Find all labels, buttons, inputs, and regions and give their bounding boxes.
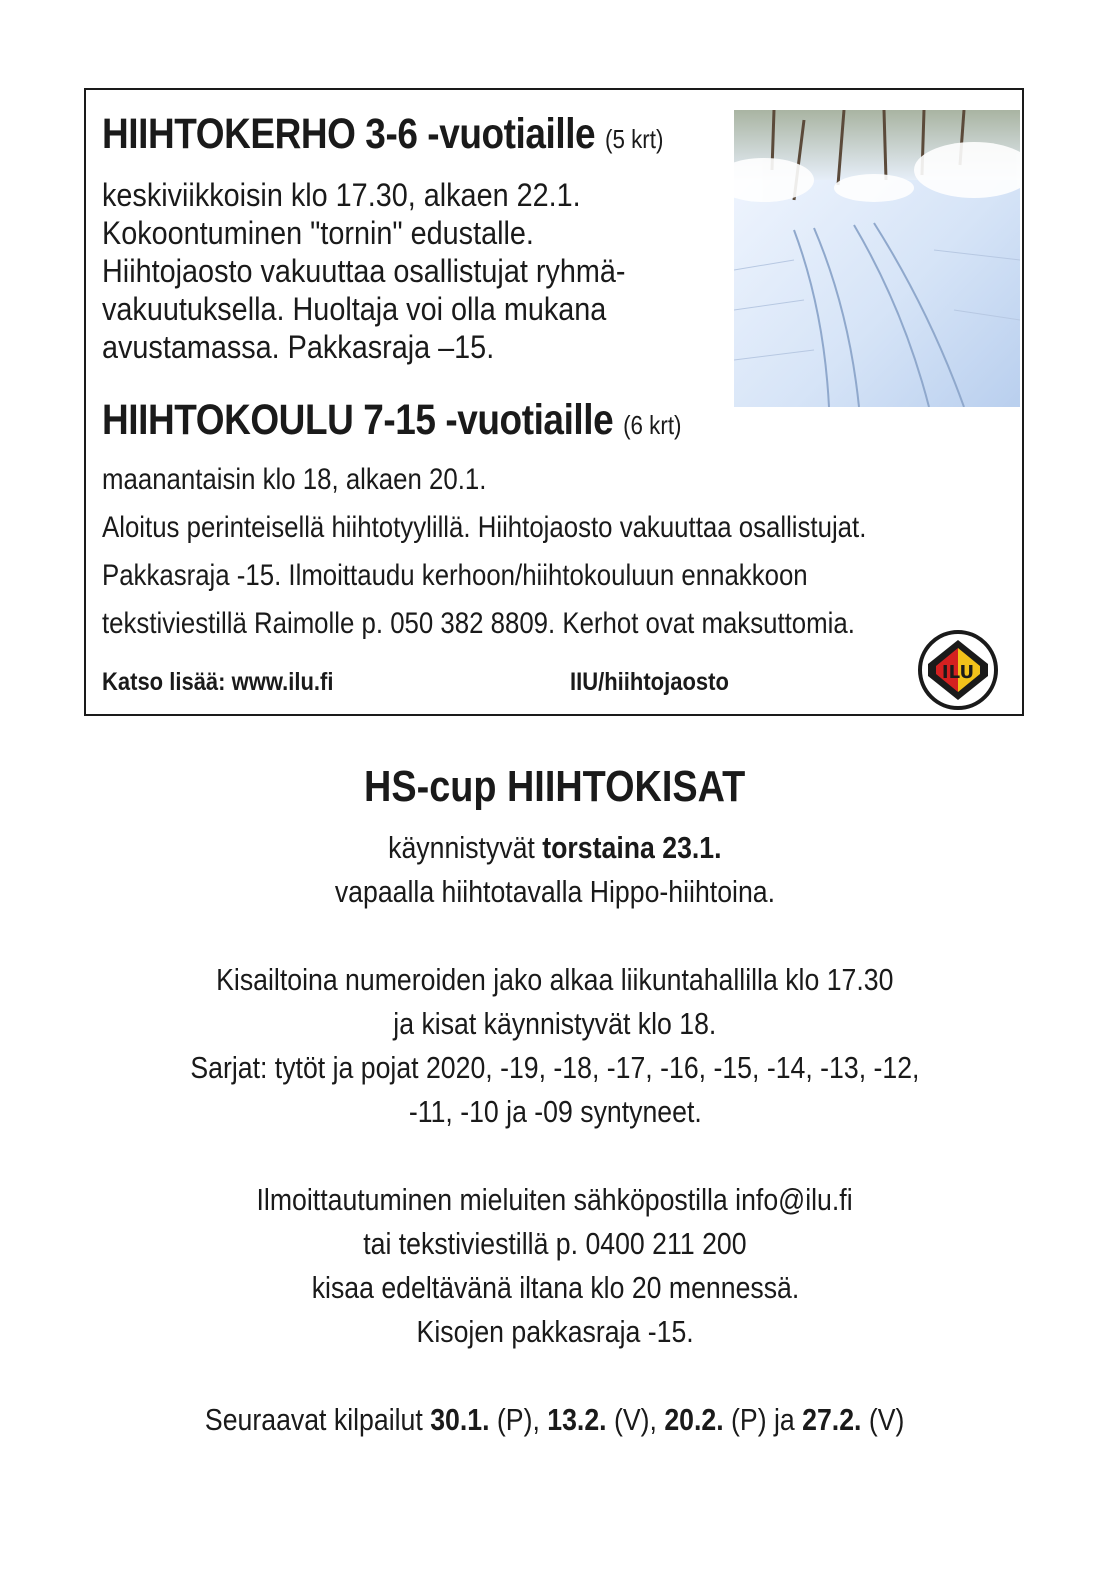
race-date: 20.2.	[664, 1402, 724, 1437]
kerho-heading	[102, 110, 663, 159]
cup-info	[0, 958, 1110, 1134]
cup-info-line: ja kisat käynnistyvät klo 18.	[393, 1006, 717, 1041]
koulu-line: Aloitus perinteisellä hiihtotyylillä. Hiihtojaosto vakuuttaa osallistujat.	[102, 511, 867, 544]
race-style: (P),	[489, 1402, 548, 1437]
race-date: 27.2.	[802, 1402, 862, 1437]
kerho-line: vakuutuksella. Huoltaja voi olla mukana	[102, 291, 607, 327]
cup-next-races	[0, 1398, 1110, 1442]
kerho-line: Kokoontuminen "tornin" edustalle.	[102, 215, 534, 251]
cup-title	[0, 762, 1110, 812]
race-date: 13.2.	[547, 1402, 607, 1437]
next-races-line	[205, 1398, 904, 1442]
koulu-line: maanantaisin klo 18, alkaen 20.1.	[102, 463, 487, 496]
cup-info-line: Sarjat: tytöt ja pojat 2020, -19, -18, -17, -16, -15, -14, -13, -12,	[190, 1050, 920, 1085]
ilu-club-logo	[918, 630, 998, 710]
cup-start-line	[388, 826, 721, 870]
cup-start-date: torstaina 23.1.	[542, 830, 722, 865]
cup-info-line: -11, -10 ja -09 syntyneet.	[408, 1094, 702, 1129]
koulu-line: tekstiviestillä Raimolle p. 050 382 8809. Kerhot ovat maksuttomia.	[102, 607, 855, 640]
next-races-prefix: Seuraavat kilpailut	[205, 1402, 431, 1437]
logo-letters: ILU	[941, 662, 975, 683]
race-style: (P) ja	[723, 1402, 803, 1437]
cup-style-line: vapaalla hiihtotavalla Hippo-hiihtoina.	[334, 874, 776, 909]
koulu-count: (6 krt)	[623, 410, 682, 440]
ski-club-notice-box	[84, 88, 1024, 716]
website-link[interactable]: Katso lisää: www.ilu.fi	[102, 668, 334, 696]
koulu-line: Pakkasraja -15. Ilmoittaudu kerhoon/hiihtokouluun ennakkoon	[102, 559, 808, 592]
cup-start-prefix: käynnistyvät	[388, 830, 543, 865]
kerho-line: avustamassa. Pakkasraja –15.	[102, 329, 495, 365]
cup-title-text: HS-cup HIIHTOKISAT	[364, 762, 746, 811]
kerho-count: (5 krt)	[605, 124, 664, 154]
cup-signup-line: Kisojen pakkasraja -15.	[416, 1314, 694, 1349]
koulu-details	[102, 456, 866, 648]
koulu-title: HIIHTOKOULU 7-15 -vuotiaille	[102, 396, 614, 444]
snowy-ski-track-photo	[734, 110, 1020, 407]
race-date: 30.1.	[430, 1402, 490, 1437]
kerho-line: keskiviikkoisin klo 17.30, alkaen 22.1.	[102, 177, 581, 213]
race-style: (V)	[861, 1402, 905, 1437]
kerho-details	[102, 176, 625, 366]
cup-signup-line: kisaa edeltävänä iltana klo 20 mennessä.	[311, 1270, 799, 1305]
kerho-title: HIIHTOKERHO 3-6 -vuotiaille	[102, 110, 596, 158]
cup-signup-line: Ilmoittautuminen mieluiten sähköpostilla info@ilu.fi	[256, 1182, 854, 1217]
cup-signup-line: tai tekstiviestillä p. 0400 211 200	[363, 1226, 747, 1261]
kerho-line: Hiihtojaosto vakuuttaa osallistujat ryhmä-	[102, 253, 626, 289]
cup-info-line: Kisailtoina numeroiden jako alkaa liikuntahallilla klo 17.30	[216, 962, 894, 997]
cup-signup	[0, 1178, 1110, 1354]
organizer-label: IIU/hiihtojaosto	[570, 668, 729, 696]
cup-intro	[0, 826, 1110, 914]
koulu-heading	[102, 396, 681, 445]
race-style: (V),	[606, 1402, 665, 1437]
